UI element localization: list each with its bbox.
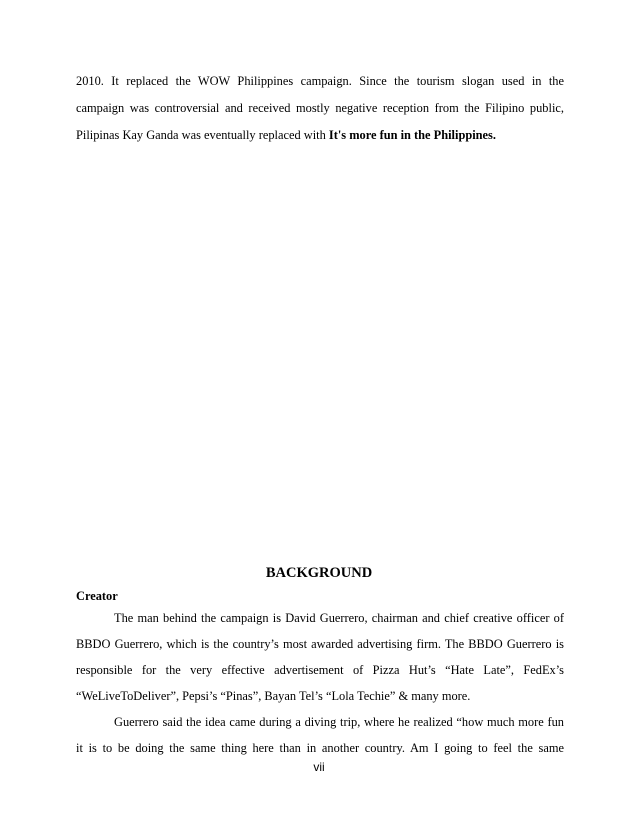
paragraph-line: campaign was controversial and received mostly negative reception from the Filipino public, [76,101,564,115]
paragraph-line: BBDO Guerrero, which is the country’s most awarded advertising firm. The BBDO Guerrero is [76,637,564,651]
paragraph-text: Pilipinas Kay Ganda was eventually replaced with [76,128,329,142]
subsection-heading: Creator [76,589,118,603]
section-heading: BACKGROUND [265,565,373,581]
slogan-text: It's more fun in the Philippines. [328,128,496,142]
paragraph-line: 2010. It replaced the WOW Philippines campaign. Since the tourism slogan used in the [76,74,564,88]
paragraph-line: Guerrero said the idea came during a diving trip, where he realized “how much more fun [114,715,564,729]
page-number: vii [313,760,325,774]
paragraph-line: The man behind the campaign is David Guerrero, chairman and chief creative officer of [114,611,564,625]
paragraph-line [76,127,564,143]
paragraph-line: it is to be doing the same thing here than in another country. Am I going to feel the same [76,741,564,755]
paragraph-line: “WeLiveToDeliver”, Pepsi’s “Pinas”, Bayan Tel’s “Lola Techie” & many more. [76,689,471,703]
paragraph-line: responsible for the very effective advertisement of Pizza Hut’s “Hate Late”, FedEx’s [76,663,564,677]
